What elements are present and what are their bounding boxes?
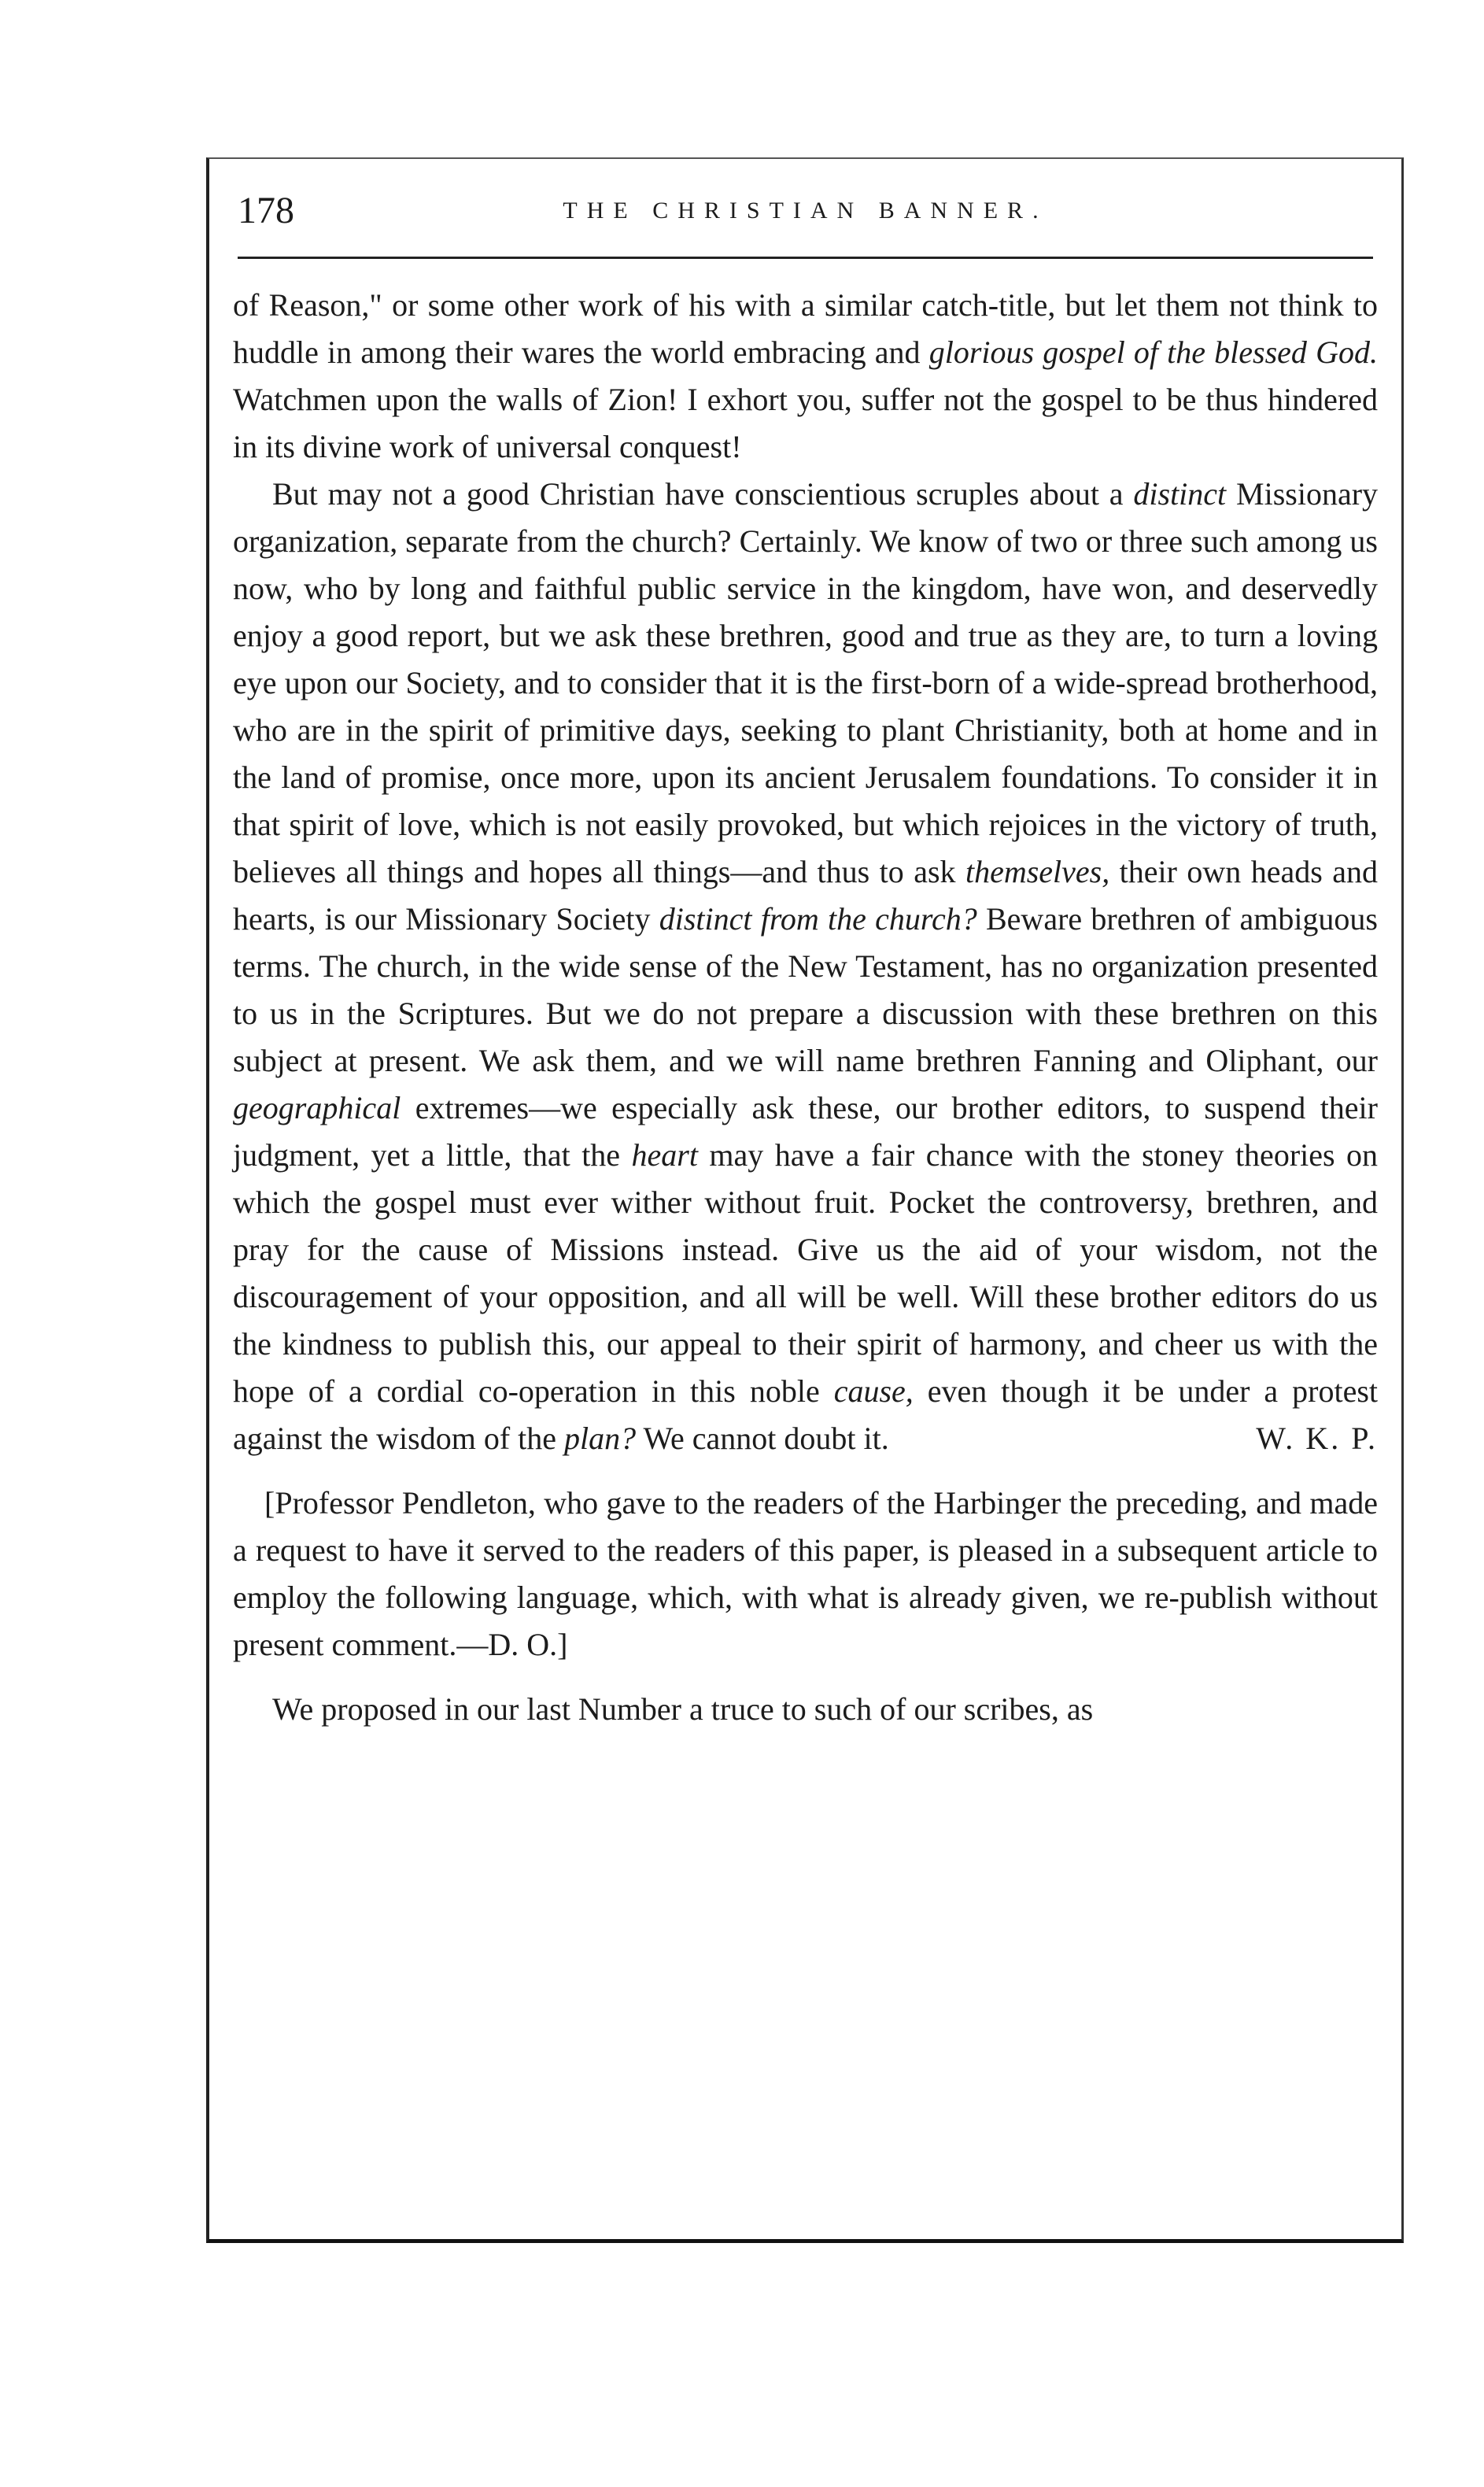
- text-run: But may not a good Christian have conscientious scruples about a: [272, 476, 1134, 512]
- paragraph-1: [233, 282, 1378, 471]
- text-run: Missionary organization, separate from the church? Certainly. We know of two or three such among us now, who by long and faithful public service in the kingdom, have won, and deservedly enjoy a good report, but we ask these brethren, good and true as they are, to turn a loving eye upon our Society, and to consider that it is the first-born of a wide-spread brotherhood, who are in the spirit of primitive days, seeking to plant Christianity, both at home and in the land of promise, once more, upon its ancient Jerusalem foundations. To consider it in that spirit of love, which is not easily provoked, but which rejoices in the victory of truth, believes all things and hopes all things—and thus to ask: [233, 476, 1379, 889]
- journal-title: THE CHRISTIAN BANNER.: [563, 198, 1048, 224]
- text-run: We cannot doubt it.: [636, 1421, 889, 1456]
- header-rule: [238, 257, 1373, 259]
- text-run: Watchmen upon the walls of Zion! I exhort you, suffer not the gospel to be thus hindered in its divine work of universal conquest!: [233, 382, 1378, 464]
- article-body: [233, 282, 1378, 1733]
- italic-run: heart: [631, 1137, 698, 1173]
- italic-run: themselves,: [965, 854, 1110, 889]
- page-frame: [206, 157, 1404, 2243]
- text-run: even though it be under a protest against the wisdom of the: [233, 1373, 1378, 1456]
- italic-run: distinct from the church?: [659, 901, 977, 937]
- author-signature: W. K. P.: [1256, 1421, 1378, 1456]
- text-run: of Reason," or some other work of his with a similar catch-title, but let them not think to huddle in among their wares the world embracing and: [233, 287, 1378, 370]
- text-run: Beware brethren of ambiguous terms. The church, in the wide sense of the New Testament, has no organization presented to us in the Scriptures. But we do not prepare a discussion with these brethren on this subject at present. We ask them, and we will name brethren Fanning and Oliphant, our: [233, 901, 1378, 1078]
- text-run: may have a fair chance with the stoney theories on which the gospel must ever wither without fruit. Pocket the controversy, brethren, and pray for the cause of Missions instead. Give us the aid of your wisdom, not the discouragement of your opposition, and all will be well. Will these brother editors do us the kindness to publish this, our appeal to their spirit of harmony, and cheer us with the hope of a cordial co-operation in this noble: [233, 1137, 1379, 1409]
- running-head: [238, 179, 1373, 242]
- italic-run: plan?: [564, 1421, 637, 1456]
- page-number: 178: [238, 190, 294, 231]
- paragraph-4: We proposed in our last Number a truce to such of our scribes, as: [272, 1691, 1094, 1727]
- italic-run: cause,: [833, 1373, 914, 1409]
- italic-run: geographical: [233, 1090, 401, 1125]
- text-run: their own heads and hearts, is our Missionary Society: [233, 854, 1378, 937]
- italic-run: glorious gospel of the blessed God.: [928, 334, 1378, 370]
- paragraph-2: [233, 471, 1378, 1462]
- text-run: extremes—we especially ask these, our brother editors, to suspend their judgment, yet a little, that the: [233, 1090, 1378, 1173]
- italic-run: distinct: [1133, 476, 1227, 512]
- editor-note: [Professor Pendleton, who gave to the readers of the Harbinger the preceding, and made a request to have it served to the readers of this paper, is pleased in a subsequent article to employ the following language, which, with what is already given, we re-publish without present comment.—D. O.]: [233, 1485, 1378, 1662]
